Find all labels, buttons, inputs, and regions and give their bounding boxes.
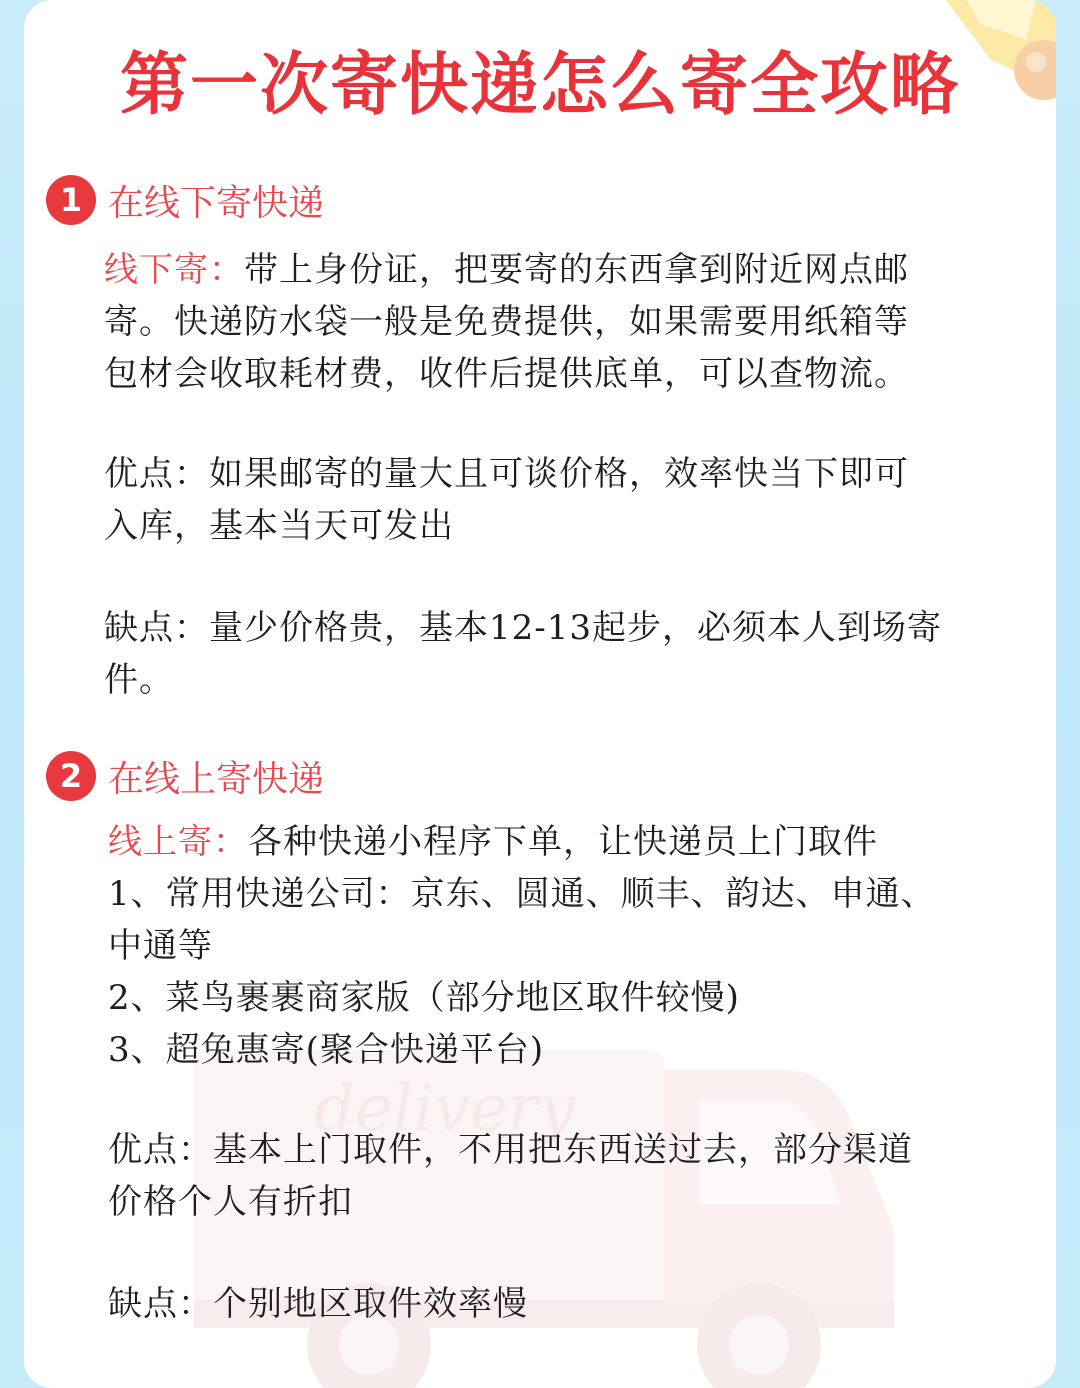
section-1-title: 在线下寄快递	[108, 182, 325, 224]
section-1-intro-line: 寄。快递防水袋一般是免费提供，如果需要用纸箱等	[104, 302, 909, 342]
section-2-list-item: 3、超兔惠寄(聚合快递平台)	[108, 1030, 545, 1070]
section-2-cons-line: 缺点：个别地区取件效率慢	[108, 1284, 528, 1324]
section-2-intro-label: 线上寄：	[108, 822, 248, 862]
section-1-cons-line: 件。	[104, 660, 174, 700]
section-1-pros	[104, 448, 1034, 552]
section-2-list-item: 2、菜鸟裹裹商家版（部分地区取件较慢)	[108, 978, 740, 1018]
section-2-list-item: 中通等	[108, 926, 213, 966]
section-2-list-item: 1、常用快递公司：京东、圆通、顺丰、韵达、申通、	[108, 874, 936, 914]
section-1-cons	[104, 602, 1034, 706]
section-1-pros-line: 优点：如果邮寄的量大且可谈价格，效率快当下即可	[104, 454, 909, 494]
section-2-header	[46, 750, 324, 802]
section-2-title: 在线上寄快递	[108, 758, 325, 800]
section-2-pros-line: 价格个人有折扣	[108, 1182, 353, 1222]
section-1-cons-line: 缺点：量少价格贵，基本12-13起步，必须本人到场寄	[104, 608, 943, 648]
section-1-intro-line: 线下寄：带上身份证，把要寄的东西拿到附近网点邮	[104, 250, 909, 290]
section-1-intro-label: 线下寄：	[104, 250, 244, 290]
section-2-pros-line: 优点：基本上门取件，不用把东西送过去，部分渠道	[108, 1130, 913, 1170]
section-1-pros-line: 入库，基本当天可发出	[104, 506, 454, 546]
section-2-intro	[108, 816, 1038, 1076]
section-2-pros	[108, 1124, 1038, 1228]
page-title: 第一次寄快递怎么寄全攻略	[119, 45, 960, 125]
section-2-cons	[108, 1278, 1038, 1330]
section-2-number-badge: 2	[46, 751, 96, 801]
section-1-number-badge: 1	[46, 175, 96, 225]
svg-text:delivery: delivery	[314, 1072, 575, 1146]
section-2-intro-line: 线上寄：各种快递小程序下单，让快递员上门取件	[108, 822, 878, 862]
section-1-intro	[104, 244, 1034, 400]
section-1-header	[46, 174, 324, 226]
section-1-intro-line: 包材会收取耗材费，收件后提供底单，可以查物流。	[104, 354, 909, 394]
